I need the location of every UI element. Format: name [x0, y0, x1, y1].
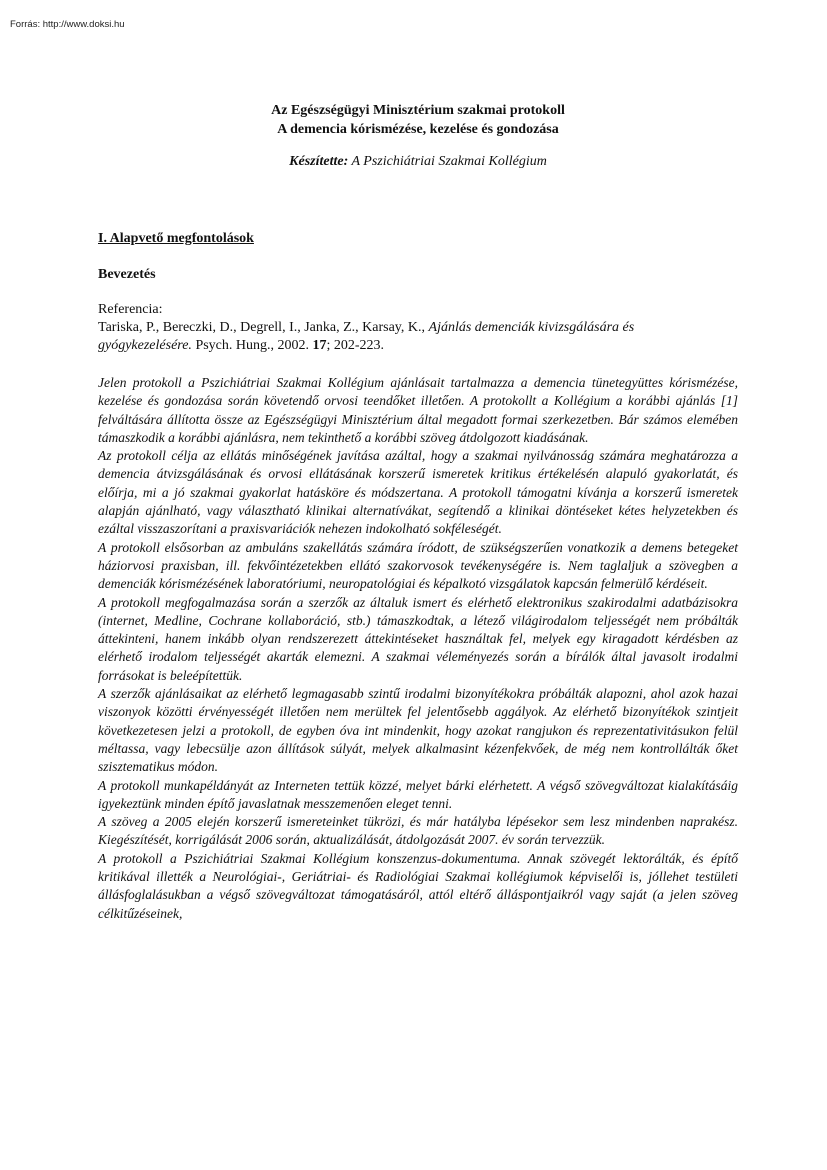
body-text: [98, 374, 738, 923]
reference-text: [98, 319, 726, 355]
reference-title: Ajánlás demenciák kivizsgálására és gyógykezelésére.: [98, 320, 635, 353]
document-title-line-2: A demencia kórismézése, kezelése és gondozása: [277, 122, 559, 137]
paragraph: A protokoll megfogalmazása során a szerzők az általuk ismert és elérhető elektronikus szakirodalmi adatbázisokra (internet, Medline, Cochrane kollaboráció, stb.) támaszkodtak, a létező világirodalom teljességét nem próbálták áttekinteni, hanem inkább olyan rendszerezett áttekintéseket használtak fel, melyek egy kiragadott kérdésben az elérhető irodalom teljességét akarták elemezni. A szakmai véleményezés során a bírálók által javasolt irodalmi forrásokat is beleépítettük.: [98, 594, 738, 683]
reference-label: Referencia:: [98, 302, 163, 317]
document-page: [98, 101, 738, 923]
reference-authors: Tariska, P., Bereczki, D., Degrell, I., Janka, Z., Karsay, K.,: [98, 320, 429, 335]
paragraph: A protokoll elsősorban az ambuláns szakellátás számára íródott, de szükségszerűen vonatkozik a demens betegeket háziorvosi praxisban, ill. fekvőintézetekben ellátó szakorvosok tevékenységére is. Nem taglaljuk a szövegben a demenciák kórismézésének laboratóriumi, neuropatológiai és képalkotó vizsgálatok kapcsán felmerülő kérdéseit.: [98, 539, 738, 592]
author-line: [98, 152, 738, 171]
document-title-line-1: Az Egészségügyi Minisztérium szakmai protokoll: [271, 103, 565, 118]
sub-heading: Bevezetés: [98, 267, 156, 282]
reference-pages: ; 202-223.: [326, 338, 385, 353]
paragraph: Jelen protokoll a Pszichiátriai Szakmai Kollégium ajánlásait tartalmazza a demencia tünetegyüttes kórismézése, kezelése és gondozása során követendő orvosi teendőket illetően. A protokollt a Kollégium a korábbi ajánlás [1] felváltására állította össze az Egészségügyi Minisztérium által megadott formai szerkezetben. Bár számos elemében támaszkodik a korábbi ajánlásra, nem tekinthető a korábbi szöveg átdolgozott kiadásának.: [98, 375, 738, 445]
paragraph: A protokoll a Pszichiátriai Szakmai Kollégium konszenzus-dokumentuma. Annak szövegét lektorálták, és építő kritikával illették a Neurológiai-, Geriátriai- és Radiológiai Szakmai kollégiumok képviselői is, jóllehet testületi állásfoglalásukban a végső szövegváltozat támogatásáról, attól eltérő álláspontjaikról vagy saját (a jelen szöveg célkitűzéseinek,: [98, 850, 738, 921]
reference-journal: Psych. Hung., 2002.: [191, 338, 313, 353]
paragraph: A szöveg a 2005 elején korszerű ismereteinket tükrözi, és már hatályba lépésekor sem lesz mindenben naprakész. Kiegészítését, korrigálását 2006 során, aktualizálását, átdolgozását 2007. év során tervezzük.: [98, 814, 738, 848]
author-label: Készítette:: [289, 154, 349, 169]
reference-volume: 17: [312, 338, 327, 353]
paragraph: A szerzők ajánlásaikat az elérhető legmagasabb szintű irodalmi bizonyítékokra próbálták alapozni, ahol azok hazai viszonyok közötti érvényességét illetően nem merültek fel jelentősebb aggályok. Az elérhető bizonyítékok szintjeit következetesen jelzi a protokoll, de egyben óva int mindenkit, hogy azokat rangjukon és reprezentativitásukon felül méltassa, vagy lebecsülje azon állítások súlyát, melyek alkalmasint kézenfekvőek, de még nem kontrollálták őket szisztematikus módon.: [98, 686, 738, 775]
author-value: A Pszichiátriai Szakmai Kollégium: [348, 154, 547, 169]
paragraph: Az protokoll célja az ellátás minőségének javítása azáltal, hogy a szakmai nyilvánosság számára meghatározza a demencia átvizsgálásának és orvosi ellátásának korszerű ismeretek kritikus értékelésén alapuló gyakorlatát, és előírja, mi a jó szakmai gyakorlat hatásköre és módszertana. A protokoll támogatni kívánja a korszerű ismeretek alapján ajánlható, vagy választható klinikai alternatívákat, segítendő a klinikai döntéseket kétes helyzetekben és ezáltal visszaszorítani a praxisvariációk nehezen indokolható sokféleségét.: [98, 448, 738, 537]
paragraph: A protokoll munkapéldányát az Interneten tettük közzé, melyet bárki elérhetett. A végső szövegváltozat kialakításáig igyekeztünk minden építő javaslatnak messzemenően eleget tenni.: [98, 777, 738, 811]
section-heading: I. Alapvető megfontolások: [98, 231, 254, 246]
source-url: Forrás: http://www.doksi.hu: [10, 19, 125, 30]
